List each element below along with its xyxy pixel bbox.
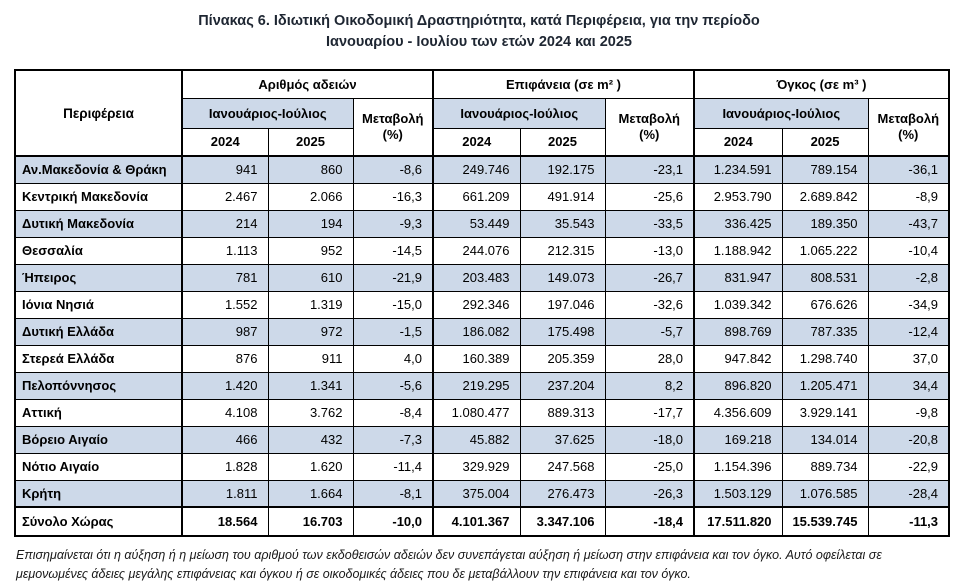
page-title-line2: Ιανουαρίου - Ιουλίου των ετών 2024 και 2025	[326, 34, 632, 50]
value-cell: -18,4	[605, 507, 694, 536]
value-cell: 276.473	[520, 480, 605, 507]
value-cell: 149.073	[520, 264, 605, 291]
value-cell: 329.929	[433, 453, 520, 480]
value-cell: -25,6	[605, 183, 694, 210]
value-cell: 15.539.745	[782, 507, 868, 536]
year-header-2024-volume: 2024	[694, 128, 782, 156]
value-cell: 1.234.591	[694, 156, 782, 183]
value-cell: -8,6	[353, 156, 433, 183]
value-cell: 1.811	[182, 480, 268, 507]
period-header-volume: Ιανουάριος-Ιούλιος	[694, 98, 868, 128]
value-cell: 35.543	[520, 210, 605, 237]
value-cell: 214	[182, 210, 268, 237]
region-cell: Στερεά Ελλάδα	[15, 345, 182, 372]
table-row	[15, 156, 949, 183]
value-cell: -14,5	[353, 237, 433, 264]
value-cell: 860	[268, 156, 353, 183]
region-cell: Ήπειρος	[15, 264, 182, 291]
table-row	[15, 291, 949, 318]
value-cell: -22,9	[868, 453, 949, 480]
change-unit: (%)	[898, 126, 919, 142]
change-unit: (%)	[382, 126, 403, 142]
region-cell: Πελοπόννησος	[15, 372, 182, 399]
value-cell: 1.828	[182, 453, 268, 480]
region-cell: Αν.Μακεδονία & Θράκη	[15, 156, 182, 183]
value-cell: -10,4	[868, 237, 949, 264]
value-cell: 134.014	[782, 426, 868, 453]
value-cell: 3.347.106	[520, 507, 605, 536]
region-cell: Σύνολο Χώρας	[15, 507, 182, 536]
table-row	[15, 237, 949, 264]
value-cell: 1.065.222	[782, 237, 868, 264]
value-cell: 941	[182, 156, 268, 183]
region-cell: Κρήτη	[15, 480, 182, 507]
value-cell: 8,2	[605, 372, 694, 399]
change-header-surface	[605, 98, 694, 156]
value-cell: 952	[268, 237, 353, 264]
value-cell: 466	[182, 426, 268, 453]
value-cell: 1.420	[182, 372, 268, 399]
value-cell: -7,3	[353, 426, 433, 453]
value-cell: -5,7	[605, 318, 694, 345]
value-cell: -10,0	[353, 507, 433, 536]
header-group-row	[15, 70, 949, 98]
table-row	[15, 372, 949, 399]
value-cell: 787.335	[782, 318, 868, 345]
value-cell: 203.483	[433, 264, 520, 291]
period-header-surface: Ιανουάριος-Ιούλιος	[433, 98, 605, 128]
table-body	[15, 156, 949, 536]
value-cell: 17.511.820	[694, 507, 782, 536]
value-cell: 1.188.942	[694, 237, 782, 264]
value-cell: 1.620	[268, 453, 353, 480]
value-cell: -15,0	[353, 291, 433, 318]
value-cell: -8,9	[868, 183, 949, 210]
building-activity-table	[14, 69, 950, 537]
table-row	[15, 210, 949, 237]
value-cell: 831.947	[694, 264, 782, 291]
table-row	[15, 318, 949, 345]
change-unit: (%)	[639, 126, 660, 142]
value-cell: 661.209	[433, 183, 520, 210]
table-row	[15, 399, 949, 426]
region-cell: Δυτική Ελλάδα	[15, 318, 182, 345]
value-cell: 247.568	[520, 453, 605, 480]
value-cell: 2.066	[268, 183, 353, 210]
value-cell: 1.080.477	[433, 399, 520, 426]
value-cell: -2,8	[868, 264, 949, 291]
value-cell: 947.842	[694, 345, 782, 372]
value-cell: -26,7	[605, 264, 694, 291]
value-cell: 781	[182, 264, 268, 291]
value-cell: -25,0	[605, 453, 694, 480]
value-cell: 4.101.367	[433, 507, 520, 536]
value-cell: 28,0	[605, 345, 694, 372]
value-cell: 2.467	[182, 183, 268, 210]
value-cell: 808.531	[782, 264, 868, 291]
change-label: Μεταβολή	[618, 110, 680, 126]
value-cell: -21,9	[353, 264, 433, 291]
value-cell: 4,0	[353, 345, 433, 372]
value-cell: -32,6	[605, 291, 694, 318]
year-header-2024-permits: 2024	[182, 128, 268, 156]
value-cell: 1.154.396	[694, 453, 782, 480]
value-cell: 491.914	[520, 183, 605, 210]
value-cell: 889.734	[782, 453, 868, 480]
total-row	[15, 507, 949, 536]
value-cell: 1.298.740	[782, 345, 868, 372]
value-cell: 676.626	[782, 291, 868, 318]
value-cell: -18,0	[605, 426, 694, 453]
value-cell: -16,3	[353, 183, 433, 210]
value-cell: 160.389	[433, 345, 520, 372]
value-cell: -23,1	[605, 156, 694, 183]
value-cell: 1.319	[268, 291, 353, 318]
value-cell: 2.689.842	[782, 183, 868, 210]
value-cell: 896.820	[694, 372, 782, 399]
value-cell: -8,4	[353, 399, 433, 426]
value-cell: 336.425	[694, 210, 782, 237]
region-cell: Βόρειο Αιγαίο	[15, 426, 182, 453]
value-cell: -28,4	[868, 480, 949, 507]
page-title	[64, 11, 894, 53]
value-cell: -33,5	[605, 210, 694, 237]
value-cell: 610	[268, 264, 353, 291]
change-header-volume	[868, 98, 949, 156]
value-cell: 898.769	[694, 318, 782, 345]
table-row	[15, 264, 949, 291]
value-cell: 432	[268, 426, 353, 453]
value-cell: 37.625	[520, 426, 605, 453]
value-cell: 186.082	[433, 318, 520, 345]
value-cell: 2.953.790	[694, 183, 782, 210]
value-cell: 53.449	[433, 210, 520, 237]
value-cell: 212.315	[520, 237, 605, 264]
value-cell: -1,5	[353, 318, 433, 345]
value-cell: 1.341	[268, 372, 353, 399]
value-cell: 4.356.609	[694, 399, 782, 426]
value-cell: 876	[182, 345, 268, 372]
table-row	[15, 426, 949, 453]
value-cell: -9,3	[353, 210, 433, 237]
value-cell: 189.350	[782, 210, 868, 237]
value-cell: -43,7	[868, 210, 949, 237]
column-group-surface: Επιφάνεια (σε m² )	[433, 70, 694, 98]
column-header-region: Περιφέρεια	[15, 70, 182, 156]
column-group-volume: Όγκος (σε m³ )	[694, 70, 949, 98]
value-cell: -11,4	[353, 453, 433, 480]
table-row	[15, 453, 949, 480]
value-cell: 18.564	[182, 507, 268, 536]
value-cell: 972	[268, 318, 353, 345]
value-cell: -8,1	[353, 480, 433, 507]
year-header-2025-volume: 2025	[782, 128, 868, 156]
change-label: Μεταβολή	[877, 110, 940, 126]
region-cell: Αττική	[15, 399, 182, 426]
table-row	[15, 183, 949, 210]
value-cell: 1.503.129	[694, 480, 782, 507]
value-cell: 249.746	[433, 156, 520, 183]
value-cell: 197.046	[520, 291, 605, 318]
value-cell: 789.154	[782, 156, 868, 183]
value-cell: 1.205.471	[782, 372, 868, 399]
region-cell: Θεσσαλία	[15, 237, 182, 264]
value-cell: 1.664	[268, 480, 353, 507]
table-row	[15, 480, 949, 507]
value-cell: 1.076.585	[782, 480, 868, 507]
column-group-permits: Αριθμός αδειών	[182, 70, 433, 98]
region-cell: Κεντρική Μακεδονία	[15, 183, 182, 210]
value-cell: -13,0	[605, 237, 694, 264]
value-cell: 1.039.342	[694, 291, 782, 318]
value-cell: 219.295	[433, 372, 520, 399]
value-cell: 45.882	[433, 426, 520, 453]
value-cell: 244.076	[433, 237, 520, 264]
value-cell: -26,3	[605, 480, 694, 507]
change-label: Μεταβολή	[362, 110, 424, 126]
value-cell: 237.204	[520, 372, 605, 399]
year-header-2025-surface: 2025	[520, 128, 605, 156]
value-cell: -36,1	[868, 156, 949, 183]
value-cell: 1.113	[182, 237, 268, 264]
year-header-2024-surface: 2024	[433, 128, 520, 156]
value-cell: -5,6	[353, 372, 433, 399]
value-cell: 292.346	[433, 291, 520, 318]
region-cell: Νότιο Αιγαίο	[15, 453, 182, 480]
value-cell: 169.218	[694, 426, 782, 453]
footnote: Επισημαίνεται ότι η αύξηση ή η μείωση του αριθμού των εκδοθεισών αδειών δεν συνεπάγεται αύξηση ή μείωση στην επιφάνεια και τον όγκο. Αυτό οφείλεται σε μεμονωμένες άδειες μεγάλης επιφάνειας και όγκου ή σε οικοδομικές άδειες που δε μεταβάλλουν την επιφάνεια και τον όγκο.	[16, 548, 882, 581]
value-cell: 987	[182, 318, 268, 345]
value-cell: 889.313	[520, 399, 605, 426]
value-cell: 16.703	[268, 507, 353, 536]
value-cell: 34,4	[868, 372, 949, 399]
value-cell: -17,7	[605, 399, 694, 426]
value-cell: -12,4	[868, 318, 949, 345]
value-cell: 194	[268, 210, 353, 237]
value-cell: 175.498	[520, 318, 605, 345]
region-cell: Ιόνια Νησιά	[15, 291, 182, 318]
value-cell: 4.108	[182, 399, 268, 426]
value-cell: 375.004	[433, 480, 520, 507]
value-cell: 1.552	[182, 291, 268, 318]
period-header-permits: Ιανουάριος-Ιούλιος	[182, 98, 353, 128]
value-cell: 3.929.141	[782, 399, 868, 426]
value-cell: 3.762	[268, 399, 353, 426]
value-cell: -11,3	[868, 507, 949, 536]
change-header-permits	[353, 98, 433, 156]
value-cell: 192.175	[520, 156, 605, 183]
value-cell: 37,0	[868, 345, 949, 372]
page-title-line1: Πίνακας 6. Ιδιωτική Οικοδομική Δραστηριότητα, κατά Περιφέρεια, για την περίοδο	[198, 13, 760, 29]
year-header-2025-permits: 2025	[268, 128, 353, 156]
value-cell: -9,8	[868, 399, 949, 426]
table-row	[15, 345, 949, 372]
value-cell: 911	[268, 345, 353, 372]
region-cell: Δυτική Μακεδονία	[15, 210, 182, 237]
value-cell: -20,8	[868, 426, 949, 453]
value-cell: 205.359	[520, 345, 605, 372]
value-cell: -34,9	[868, 291, 949, 318]
